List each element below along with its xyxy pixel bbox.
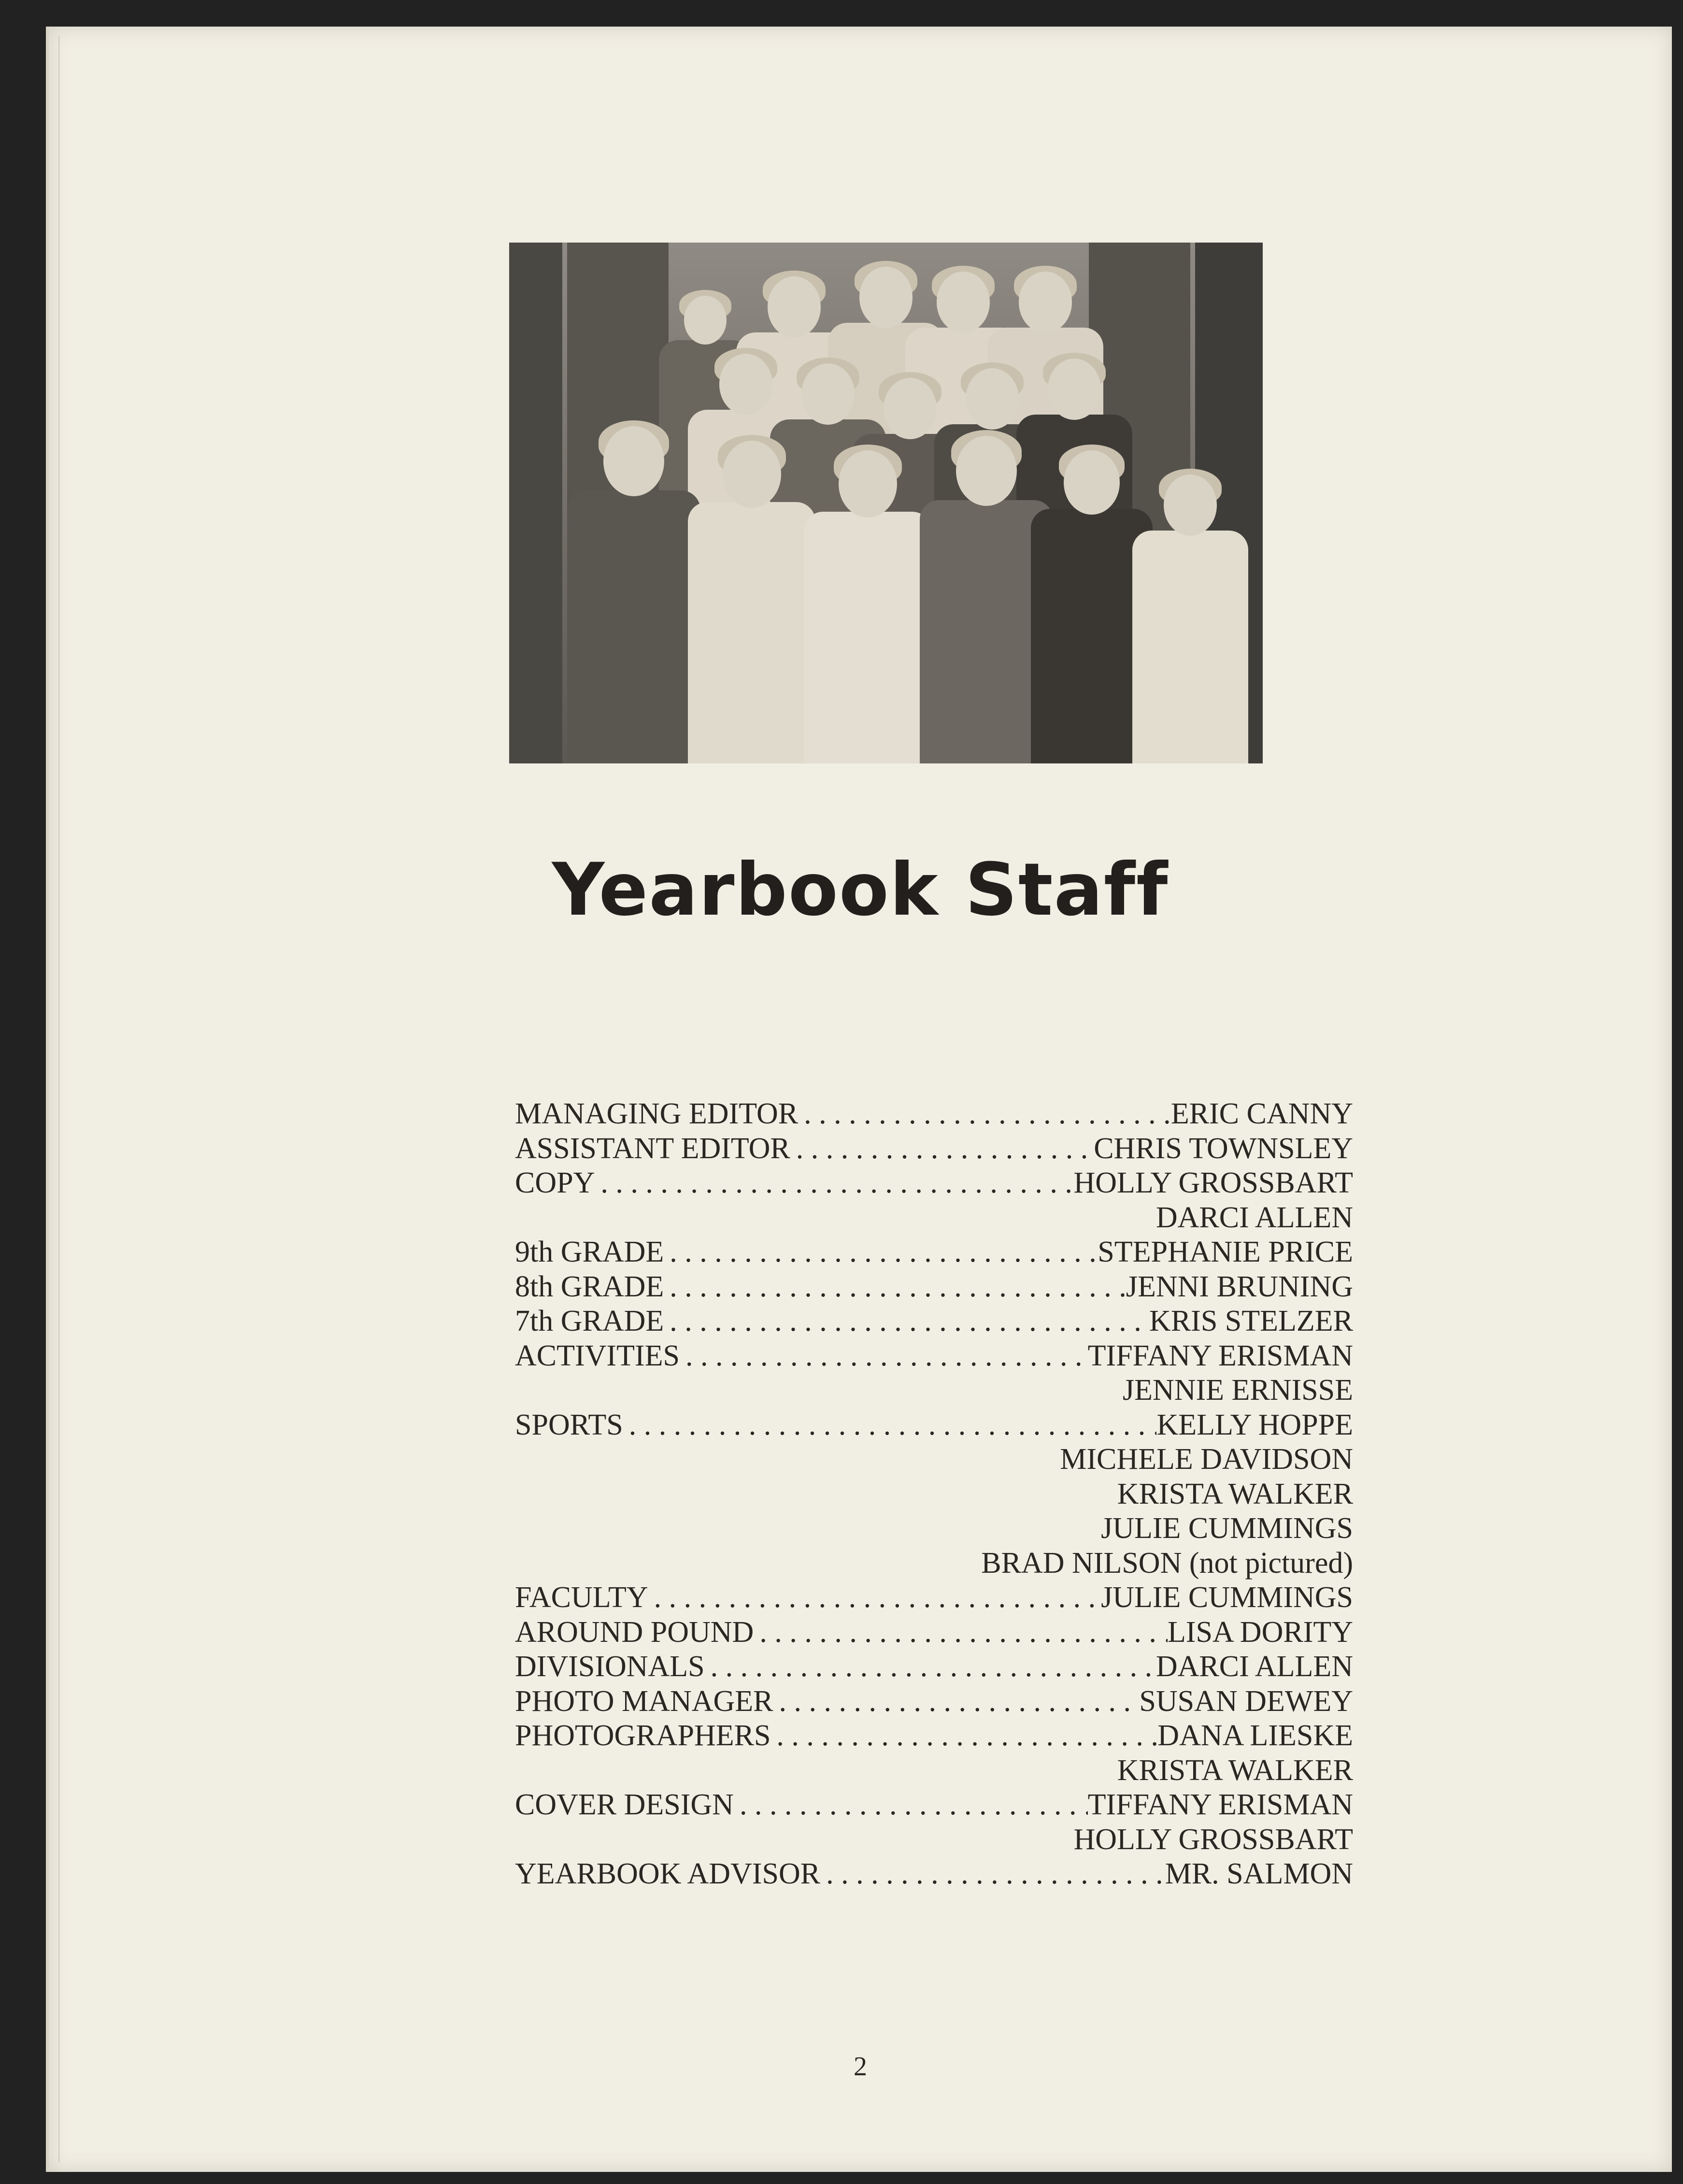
staff-row bbox=[515, 1270, 1353, 1305]
staff-row bbox=[515, 1788, 1353, 1823]
dot-leader bbox=[664, 1304, 1149, 1339]
staff-role: FACULTY bbox=[515, 1581, 648, 1614]
staff-name: KELLY HOPPE bbox=[1156, 1408, 1353, 1441]
staff-name: JENNIE ERNISSE bbox=[1122, 1374, 1353, 1407]
staff-name: CHRIS TOWNSLEY bbox=[1094, 1132, 1353, 1165]
staff-name: JULIE CUMMINGS bbox=[1101, 1581, 1353, 1614]
staff-role: AROUND POUND bbox=[515, 1615, 754, 1649]
staff-roster bbox=[515, 1097, 1353, 1892]
dot-leader bbox=[773, 1684, 1140, 1719]
dot-leader bbox=[770, 1719, 1157, 1753]
staff-name: JENNI BRUNING bbox=[1126, 1270, 1353, 1303]
staff-name: KRISTA WALKER bbox=[1117, 1477, 1353, 1510]
staff-row bbox=[515, 1719, 1353, 1753]
staff-name: KRISTA WALKER bbox=[1117, 1753, 1353, 1787]
staff-name: DARCI ALLEN bbox=[1155, 1650, 1353, 1683]
staff-name: STEPHANIE PRICE bbox=[1098, 1236, 1353, 1268]
dot-leader bbox=[705, 1650, 1156, 1684]
dot-leader bbox=[664, 1270, 1126, 1305]
staff-row bbox=[515, 1408, 1353, 1443]
staff-role: COPY bbox=[515, 1166, 595, 1199]
staff-row bbox=[515, 1477, 1353, 1512]
staff-role: DIVISIONALS bbox=[515, 1650, 705, 1683]
dot-leader bbox=[754, 1615, 1168, 1650]
staff-role: ASSISTANT EDITOR bbox=[515, 1132, 790, 1165]
dot-leader bbox=[790, 1132, 1094, 1166]
staff-name: KRIS STELZER bbox=[1149, 1305, 1353, 1337]
page-number: 2 bbox=[854, 2052, 867, 2082]
staff-row bbox=[515, 1511, 1353, 1546]
staff-name: MICHELE DAVIDSON bbox=[1060, 1443, 1353, 1476]
staff-name: LISA DORITY bbox=[1167, 1615, 1353, 1649]
staff-name: BRAD NILSON (not pictured) bbox=[981, 1546, 1353, 1580]
staff-role: YEARBOOK ADVISOR bbox=[515, 1857, 821, 1890]
staff-row bbox=[515, 1684, 1353, 1719]
dot-leader bbox=[798, 1097, 1171, 1132]
dot-leader bbox=[623, 1408, 1157, 1443]
staff-name: MR. SALMON bbox=[1165, 1857, 1353, 1890]
staff-role: 9th GRADE bbox=[515, 1236, 664, 1268]
staff-row bbox=[515, 1373, 1353, 1408]
staff-row bbox=[515, 1166, 1353, 1201]
staff-group-photo bbox=[509, 243, 1263, 763]
staff-row bbox=[515, 1581, 1353, 1615]
staff-name: SUSAN DEWEY bbox=[1139, 1684, 1353, 1718]
staff-name: ERIC CANNY bbox=[1170, 1097, 1353, 1130]
staff-row bbox=[515, 1304, 1353, 1339]
staff-row bbox=[515, 1857, 1353, 1892]
staff-row bbox=[515, 1132, 1353, 1166]
staff-row bbox=[515, 1546, 1353, 1581]
staff-name: HOLLY GROSSBART bbox=[1073, 1166, 1353, 1199]
staff-role: 8th GRADE bbox=[515, 1270, 664, 1303]
yearbook-page bbox=[46, 27, 1672, 2172]
staff-role: 7th GRADE bbox=[515, 1305, 664, 1337]
staff-name: TIFFANY ERISMAN bbox=[1087, 1788, 1353, 1821]
staff-row bbox=[515, 1442, 1353, 1477]
staff-row bbox=[515, 1339, 1353, 1374]
staff-role: COVER DESIGN bbox=[515, 1788, 734, 1821]
staff-name: JULIE CUMMINGS bbox=[1101, 1512, 1353, 1545]
staff-name: TIFFANY ERISMAN bbox=[1087, 1339, 1353, 1372]
dot-leader bbox=[820, 1857, 1165, 1892]
staff-row bbox=[515, 1201, 1353, 1236]
staff-name: DARCI ALLEN bbox=[1155, 1201, 1353, 1234]
staff-row bbox=[515, 1097, 1353, 1132]
staff-role: PHOTO MANAGER bbox=[515, 1684, 773, 1718]
staff-row bbox=[515, 1650, 1353, 1684]
dot-leader bbox=[734, 1788, 1088, 1823]
staff-row bbox=[515, 1753, 1353, 1788]
staff-role: MANAGING EDITOR bbox=[515, 1097, 799, 1130]
dot-leader bbox=[664, 1235, 1098, 1270]
page-title: Yearbook Staff bbox=[552, 848, 1169, 932]
staff-row bbox=[515, 1823, 1353, 1857]
staff-role: PHOTOGRAPHERS bbox=[515, 1719, 771, 1752]
dot-leader bbox=[648, 1581, 1101, 1615]
dot-leader bbox=[595, 1166, 1073, 1201]
staff-row bbox=[515, 1615, 1353, 1650]
staff-name: DANA LIESKE bbox=[1157, 1719, 1353, 1752]
staff-role: SPORTS bbox=[515, 1408, 623, 1441]
dot-leader bbox=[680, 1339, 1088, 1374]
staff-row bbox=[515, 1235, 1353, 1270]
staff-name: HOLLY GROSSBART bbox=[1073, 1823, 1353, 1856]
staff-role: ACTIVITIES bbox=[515, 1339, 680, 1372]
